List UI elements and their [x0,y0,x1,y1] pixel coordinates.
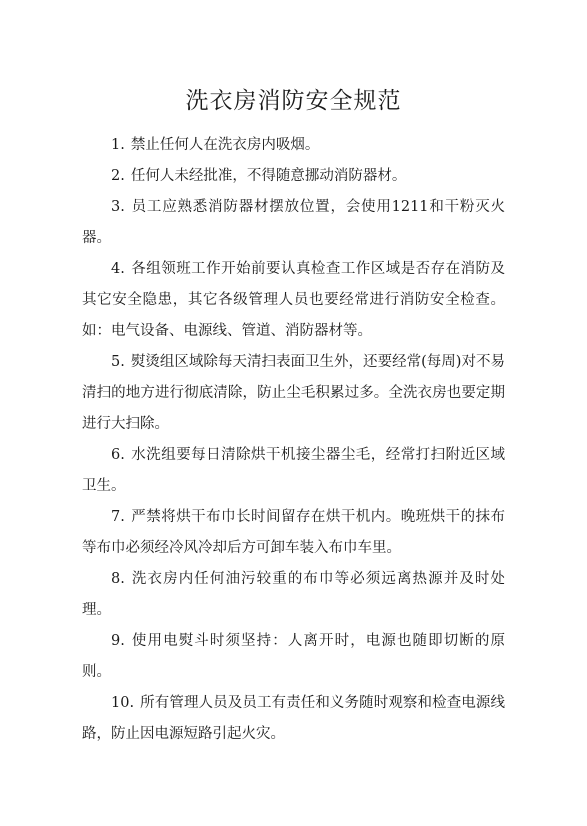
rule-text: 所有管理人员及员工有责任和义务随时观察和检查电源线路，防止因电源短路引起火灾。 [82,695,505,742]
rule-item [82,688,505,750]
rule-item [82,161,505,192]
rule-text: 任何人未经批准，不得随意挪动消防器材。 [130,168,407,184]
document-title: 洗衣房消防安全规范 [185,88,402,114]
rule-item [82,130,505,161]
rule-number: 5. [111,354,125,370]
rule-number: 6. [111,447,125,463]
rule-number: 10. [111,695,135,711]
rule-item [82,192,505,254]
rule-text: 水洗组要每日清除烘干机接尘器尘毛，经常打扫附近区域卫生。 [82,447,505,494]
rule-item [82,254,505,347]
rule-number: 3. [111,199,125,215]
rule-number: 4. [111,261,125,277]
rule-number: 8. [111,571,125,587]
rule-item [82,626,505,688]
rule-item [82,440,505,502]
rule-item [82,502,505,564]
rule-text: 严禁将烘干布巾长时间留存在烘干机内。晚班烘干的抹布等布巾必须经冷风冷却后方可卸车装入布巾车里。 [82,509,505,556]
rule-text: 各组领班工作开始前要认真检查工作区域是否存在消防及其它安全隐患，其它各级管理人员也要经常进行消防安全检查。如：电气设备、电源线、管道、消防器材等。 [82,261,505,339]
rule-text: 熨烫组区域除每天清扫表面卫生外，还要经常(每周)对不易清扫的地方进行彻底清除，防止尘毛积累过多。全洗衣房也要定期进行大扫除。 [82,354,505,432]
rules-list [82,130,505,750]
rule-item [82,564,505,626]
rule-text: 洗衣房内任何油污较重的布巾等必须远离热源并及时处理。 [82,571,505,618]
rule-text: 禁止任何人在洗衣房内吸烟。 [130,137,320,153]
rule-number: 9. [111,633,125,649]
rule-number: 2. [111,168,125,184]
rule-number: 1. [111,137,125,153]
rule-number: 7. [111,509,125,525]
rule-item [82,347,505,440]
rule-text: 员工应熟悉消防器材摆放位置，会使用1211和干粉灭火器。 [82,199,505,246]
rule-text: 使用电熨斗时须坚持：人离开时，电源也随即切断的原则。 [82,633,505,680]
